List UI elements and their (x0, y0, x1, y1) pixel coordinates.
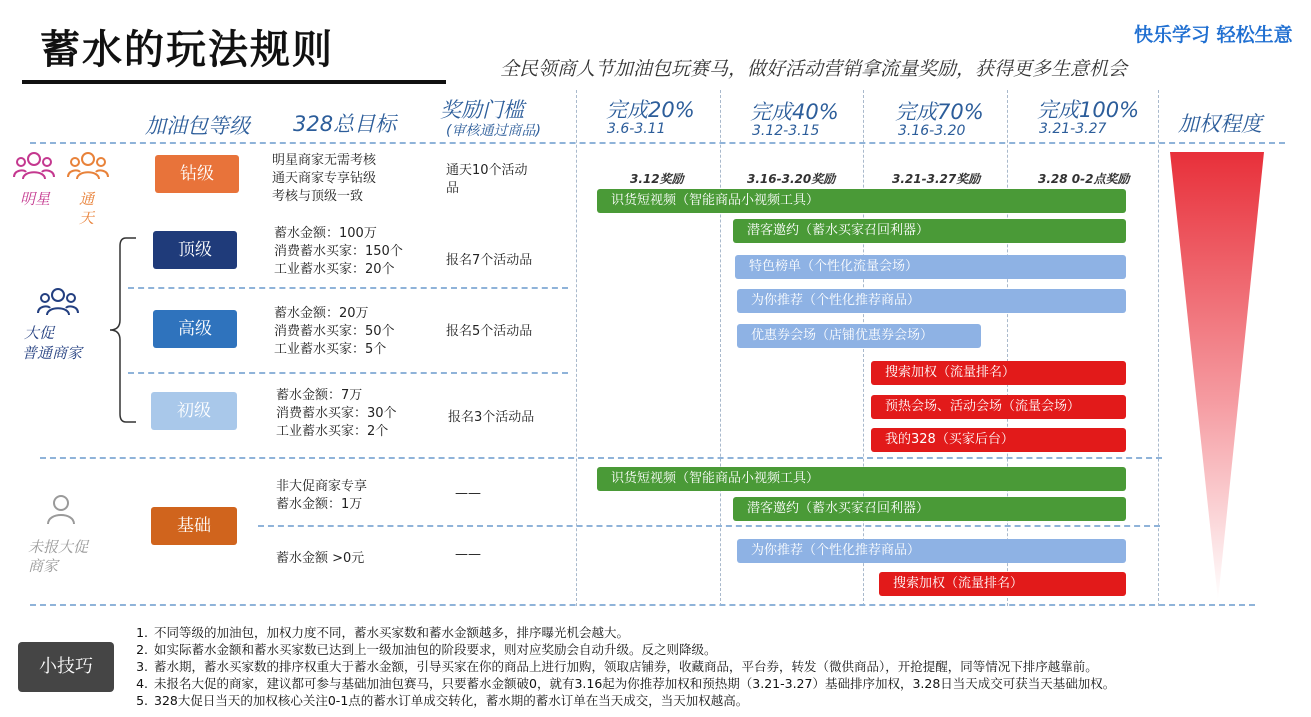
gate-top: 报名7个活动品 (446, 253, 533, 268)
gate-junior: 报名3个活动品 (448, 410, 535, 425)
target-line: 通天商家专享钻级 (272, 171, 377, 186)
level-badge-diamond: 钻级 (155, 155, 239, 193)
phase-divider (1158, 90, 1159, 606)
bar-my-328: 我的328（买家后台） (871, 428, 1126, 452)
target-desc-basic (276, 478, 367, 514)
reward-phase-4: 3.28 0-2点奖励 (1038, 172, 1130, 186)
target-line: 非大促商家专享 (276, 479, 368, 494)
bar-video-tool: 识货短视频（智能商品小视频工具） (597, 189, 1126, 213)
target-desc-top (274, 225, 403, 279)
bar-search-boost: 搜索加权（流量排名） (871, 361, 1126, 385)
reward-phase-2: 3.16-3.20奖励 (747, 172, 836, 186)
tips-label: 小技巧 (18, 642, 114, 692)
gate-basic: —— (455, 486, 481, 501)
col-gate-subheader: (审核通过商品) (446, 123, 541, 139)
level-badge-junior: 初级 (151, 392, 237, 430)
reward-phase-3: 3.21-3.27奖励 (892, 172, 981, 186)
col-target-header: 328总目标 (293, 112, 397, 136)
bar-preheat-venue: 预热会场、活动会场（流量会场） (871, 395, 1126, 419)
phase-divider (1007, 90, 1008, 606)
gate-line: 通天10个活动 (446, 163, 528, 178)
target-line: 蓄水金额：1万 (276, 497, 363, 512)
phase-divider (720, 90, 721, 606)
tip-item: 4. 未报名大促的商家，建议都可参与基础加油包赛马，只要蓄水金额破0，就有3.16起为你推荐加权和预热期（3.21-3.27）基础排序加权，3.28日当天成交可获当天基础加权。 (152, 675, 1115, 692)
target-line: 工业蓄水买家：2个 (276, 424, 389, 439)
target-line: 蓄水金额：20万 (274, 306, 369, 321)
tip-item: 2. 如实际蓄水金额和蓄水买家数已达到上一级加油包的阶段要求，则对应奖励会自动升级。反之则降级。 (152, 641, 1115, 658)
star-merchant-icon (12, 148, 56, 182)
phase-3-label: 完成70% (895, 100, 984, 124)
page-title: 蓄水的玩法规则 (40, 27, 334, 73)
bar-coupon-venue: 优惠券会场（店铺优惠券会场） (737, 324, 981, 348)
target-line: 考核与顶级一致 (272, 189, 364, 204)
level-badge-senior: 高级 (153, 310, 237, 348)
target-line: 消费蓄水买家：30个 (276, 406, 397, 421)
target-desc-junior (276, 387, 397, 441)
group-bracket (96, 236, 140, 424)
level-badge-basic: 基础 (151, 507, 237, 545)
gate-basic-2: —— (455, 547, 481, 562)
header-separator (30, 142, 1285, 144)
tip-item: 3. 蓄水期，蓄水买家数的排序权重大于蓄水金额，引导买家在你的商品上进行加购，领取店铺券，收藏商品，平台券，转发（微供商品），开抢提醒，同等情况下排序越靠前。 (152, 658, 1115, 675)
subtitle: 全民领商人节加油包玩赛马，做好活动营销拿流量奖励，获得更多生意机会 (500, 58, 1128, 80)
phase-3-dates: 3.16-3.20 (898, 123, 966, 139)
tip-item: 1. 不同等级的加油包，加权力度不同，蓄水买家数和蓄水金额越多，排序曝光机会越大。 (152, 624, 1115, 641)
gate-line: 品 (446, 181, 460, 196)
target-line: 蓄水金额：7万 (276, 388, 363, 403)
gate-senior: 报名5个活动品 (446, 324, 533, 339)
col-level-header: 加油包等级 (145, 114, 250, 138)
target-line: 工业蓄水买家：5个 (274, 342, 387, 357)
bar-recommend-basic: 为你推荐（个性化推荐商品） (737, 539, 1126, 563)
star-label: 明星 (20, 190, 51, 208)
gate-diamond (446, 162, 528, 198)
col-gate-header: 奖励门槛 (440, 98, 524, 122)
footer-separator (30, 604, 1255, 606)
target-line: 工业蓄水买家：20个 (274, 262, 395, 277)
phase-1-dates: 3.6-3.11 (607, 121, 666, 137)
promo-label-1: 大促 (24, 324, 55, 342)
phase-divider (576, 90, 577, 606)
target-line: 蓄水金额：100万 (274, 226, 377, 241)
row-separator (128, 372, 568, 374)
level-badge-top: 顶级 (153, 231, 237, 269)
tongtian-label-2: 天 (79, 209, 95, 227)
bar-search-boost-basic: 搜索加权（流量排名） (879, 572, 1126, 596)
row-separator (128, 287, 568, 289)
tip-item: 5. 328大促日当天的加权核心关注0-1点的蓄水订单成交转化，蓄水期的蓄水订单在当天成交，当天加权越高。 (152, 692, 1115, 709)
phase-4-dates: 3.21-3.27 (1039, 121, 1107, 137)
promo-label-2: 普通商家 (22, 344, 83, 362)
bar-buyer-invite: 潜客邀约（蓄水买家召回利器） (733, 219, 1126, 243)
phase-divider (863, 90, 864, 606)
phase-1-label: 完成20% (606, 98, 695, 122)
tongtian-label-1: 通 (79, 190, 95, 208)
bar-video-tool-basic: 识货短视频（智能商品小视频工具） (597, 467, 1126, 491)
tongtian-merchant-icon (66, 148, 110, 182)
target-desc-senior (274, 305, 395, 359)
unregistered-merchant-icon (44, 492, 78, 526)
target-line: 消费蓄水买家：50个 (274, 324, 395, 339)
group-separator (40, 457, 1162, 459)
title-underline (22, 80, 446, 84)
target-line: 明星商家无需考核 (272, 153, 377, 168)
unregistered-label-2: 商家 (28, 557, 59, 575)
target-line: 消费蓄水买家：150个 (274, 244, 403, 259)
unregistered-label-1: 未报大促 (28, 538, 89, 556)
phase-2-label: 完成40% (750, 100, 839, 124)
tips-list (120, 624, 1115, 709)
brand-slogan: 快乐学习 轻松生意 (1134, 24, 1293, 46)
col-weight-header: 加权程度 (1178, 112, 1262, 136)
bar-ranking-list: 特色榜单（个性化流量会场） (735, 255, 1126, 279)
phase-2-dates: 3.12-3.15 (752, 123, 820, 139)
bar-buyer-invite-basic: 潜客邀约（蓄水买家召回利器） (733, 497, 1126, 521)
bar-recommend: 为你推荐（个性化推荐商品） (737, 289, 1126, 313)
weight-funnel (1168, 150, 1268, 600)
target-desc-diamond (272, 152, 376, 206)
row-separator (258, 525, 1160, 527)
phase-4-label: 完成100% (1037, 98, 1140, 122)
reward-phase-1: 3.12奖励 (630, 172, 684, 186)
promo-merchant-icon (36, 284, 80, 318)
target-desc-basic-2: 蓄水金额 >0元 (276, 551, 365, 566)
